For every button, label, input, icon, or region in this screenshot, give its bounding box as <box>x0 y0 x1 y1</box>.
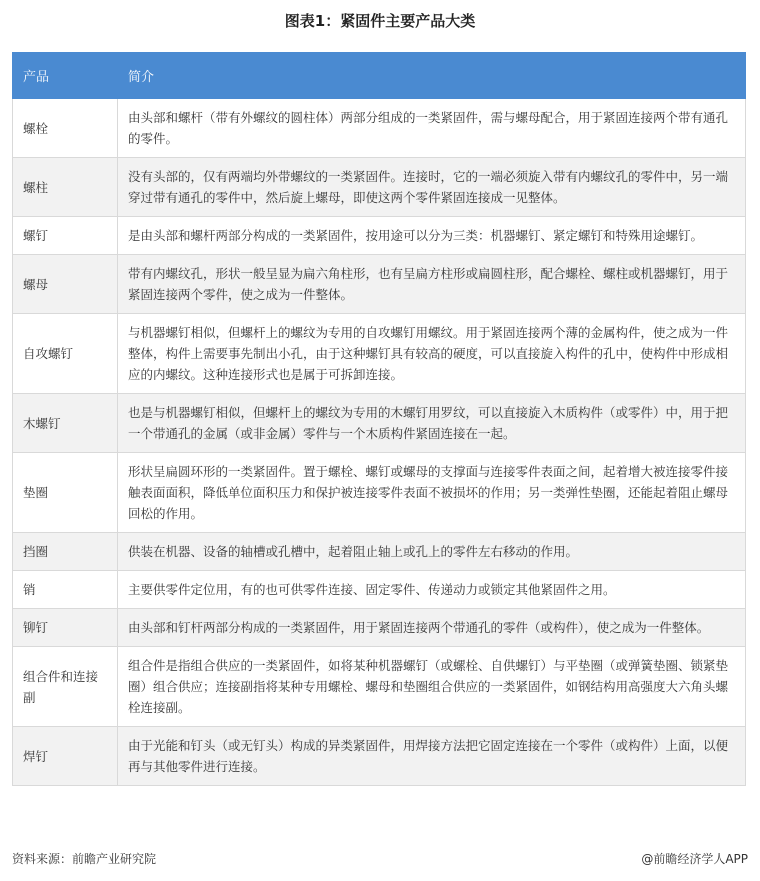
description-cell: 由头部和螺杆（带有外螺纹的圆柱体）两部分组成的一类紧固件，需与螺母配合，用于紧固连接两个带有通孔的零件。 <box>118 99 746 158</box>
table-row <box>13 394 746 453</box>
product-cell: 焊钉 <box>13 727 118 786</box>
product-cell: 螺柱 <box>13 158 118 217</box>
description-cell: 主要供零件定位用，有的也可供零件连接、固定零件、传递动力或锁定其他紧固件之用。 <box>118 571 746 609</box>
table-row <box>13 453 746 533</box>
product-cell: 铆钉 <box>13 609 118 647</box>
table-row <box>13 255 746 314</box>
description-cell: 组合件是指组合供应的一类紧固件，如将某种机器螺钉（或螺栓、自供螺钉）与平垫圈（或弹簧垫圈、锁紧垫圈）组合供应；连接副指将某种专用螺栓、螺母和垫圈组合供应的一类紧固件，如钢结构用高强度大六角头螺栓连接副。 <box>118 647 746 727</box>
product-cell: 垫圈 <box>13 453 118 533</box>
product-cell: 挡圈 <box>13 533 118 571</box>
page-title: 图表1：紧固件主要产品大类 <box>284 12 476 30</box>
product-cell: 自攻螺钉 <box>13 314 118 394</box>
table-row <box>13 217 746 255</box>
description-cell: 带有内螺纹孔，形状一般呈显为扁六角柱形，也有呈扁方柱形或扁圆柱形，配合螺栓、螺柱或机器螺钉，用于紧固连接两个零件，使之成为一件整体。 <box>118 255 746 314</box>
description-cell: 形状呈扁圆环形的一类紧固件。置于螺栓、螺钉或螺母的支撑面与连接零件表面之间，起着增大被连接零件接触表面面积，降低单位面积压力和保护被连接零件表面不被损坏的作用；另一类弹性垫圈，还能起着阻止螺母回松的作用。 <box>118 453 746 533</box>
product-cell: 销 <box>13 571 118 609</box>
description-cell: 也是与机器螺钉相似，但螺杆上的螺纹为专用的木螺钉用罗纹，可以直接旋入木质构件（或零件）中，用于把一个带通孔的金属（或非金属）零件与一个木质构件紧固连接在一起。 <box>118 394 746 453</box>
header-description: 简介 <box>118 53 746 99</box>
table-row <box>13 647 746 727</box>
table-row <box>13 727 746 786</box>
header-product: 产品 <box>13 53 118 99</box>
product-table <box>12 52 746 786</box>
table-row <box>13 609 746 647</box>
table-row <box>13 158 746 217</box>
product-cell: 螺母 <box>13 255 118 314</box>
brand-note: @前瞻经济学人APP <box>641 852 748 866</box>
description-cell: 由头部和钉杆两部分构成的一类紧固件，用于紧固连接两个带通孔的零件（或构件），使之成为一件整体。 <box>118 609 746 647</box>
table-row <box>13 99 746 158</box>
description-cell: 供装在机器、设备的轴槽或孔槽中，起着阻止轴上或孔上的零件左右移动的作用。 <box>118 533 746 571</box>
product-cell: 螺栓 <box>13 99 118 158</box>
table-header-row <box>13 53 746 99</box>
table-row <box>13 314 746 394</box>
description-cell: 是由头部和螺杆两部分构成的一类紧固件，按用途可以分为三类：机器螺钉、紧定螺钉和特殊用途螺钉。 <box>118 217 746 255</box>
description-cell: 与机器螺钉相似，但螺杆上的螺纹为专用的自攻螺钉用螺纹。用于紧固连接两个薄的金属构件，使之成为一件整体，构件上需要事先制出小孔，由于这种螺钉具有较高的硬度，可以直接旋入构件的孔中，使构件中形成相应的内螺纹。这种连接形式也是属于可拆卸连接。 <box>118 314 746 394</box>
product-cell: 木螺钉 <box>13 394 118 453</box>
product-cell: 螺钉 <box>13 217 118 255</box>
table-row <box>13 571 746 609</box>
product-cell: 组合件和连接副 <box>13 647 118 727</box>
description-cell: 由于光能和钉头（或无钉头）构成的异类紧固件，用焊接方法把它固定连接在一个零件（或构件）上面，以便再与其他零件进行连接。 <box>118 727 746 786</box>
source-note: 资料来源：前瞻产业研究院 <box>12 852 157 866</box>
description-cell: 没有头部的，仅有两端均外带螺纹的一类紧固件。连接时，它的一端必须旋入带有内螺纹孔的零件中，另一端穿过带有通孔的零件中，然后旋上螺母，即使这两个零件紧固连接成一见整体。 <box>118 158 746 217</box>
table-row <box>13 533 746 571</box>
